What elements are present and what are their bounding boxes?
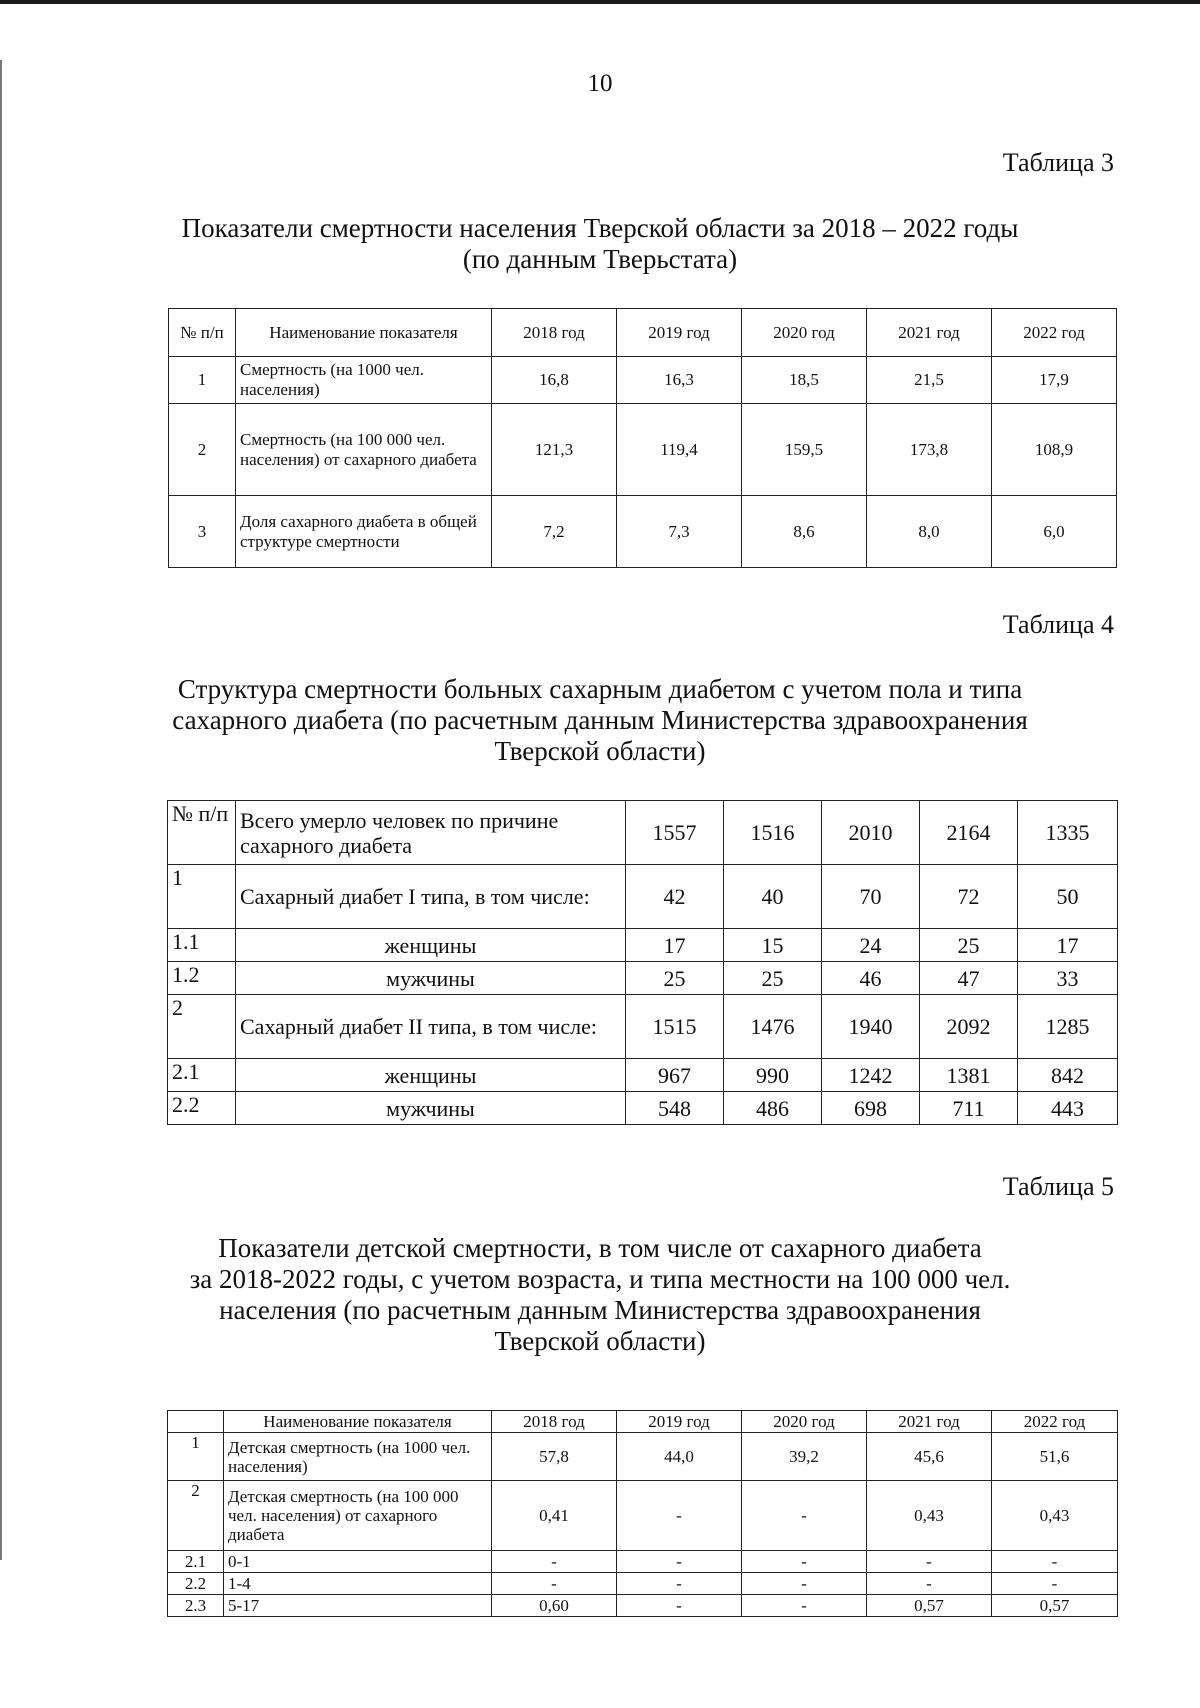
row-value: 0,57 bbox=[992, 1595, 1118, 1617]
row-value: 47 bbox=[920, 962, 1018, 995]
table4-label: Таблица 4 bbox=[1002, 610, 1114, 639]
row-name: женщины bbox=[236, 929, 626, 962]
row-value: 0,60 bbox=[492, 1595, 617, 1617]
row-value: 1515 bbox=[626, 995, 724, 1059]
row-name: Детская смертность (на 100 000 чел. населения) от сахарного диабета bbox=[224, 1481, 492, 1551]
row-value: 0,57 bbox=[867, 1595, 992, 1617]
row-num: 2.2 bbox=[168, 1573, 224, 1595]
table-row bbox=[169, 357, 1117, 404]
row-num: 2 bbox=[169, 404, 236, 496]
header-year: 2022 год bbox=[992, 1411, 1118, 1433]
row-name: Смертность (на 1000 чел. населения) bbox=[236, 357, 492, 404]
row-name: Доля сахарного диабета в общей структуре смертности bbox=[236, 496, 492, 568]
table5-caption-line: Тверской области) bbox=[494, 1326, 706, 1356]
table5-caption-line: населения (по расчетным данным Министерства здравоохранения bbox=[219, 1295, 981, 1325]
row-value: 50 bbox=[1018, 865, 1118, 929]
row-value: 1476 bbox=[724, 995, 822, 1059]
row-num: 2 bbox=[168, 995, 236, 1059]
table4-caption-line: сахарного диабета (по расчетным данным Министерства здравоохранения bbox=[172, 705, 1028, 735]
row-value: 44,0 bbox=[617, 1433, 742, 1481]
row-value: 17,9 bbox=[992, 357, 1117, 404]
row-name: мужчины bbox=[236, 1092, 626, 1125]
row-value: 25 bbox=[724, 962, 822, 995]
table4-caption bbox=[150, 674, 1050, 767]
row-name: мужчины bbox=[236, 962, 626, 995]
table3-caption-line: Показатели смертности населения Тверской области за 2018 – 2022 годы bbox=[181, 213, 1019, 243]
row-num: 2 bbox=[168, 1481, 224, 1551]
row-value: 25 bbox=[920, 929, 1018, 962]
row-value: 8,6 bbox=[742, 496, 867, 568]
row-num: 2.1 bbox=[168, 1551, 224, 1573]
row-value: 443 bbox=[1018, 1092, 1118, 1125]
row-value: 121,3 bbox=[492, 404, 617, 496]
row-value: - bbox=[742, 1551, 867, 1573]
row-num: 2.2 bbox=[168, 1092, 236, 1125]
row-value: 159,5 bbox=[742, 404, 867, 496]
row-value: 698 bbox=[822, 1092, 920, 1125]
row-value: 17 bbox=[1018, 929, 1118, 962]
row-num: 3 bbox=[169, 496, 236, 568]
row-value: 16,8 bbox=[492, 357, 617, 404]
header-num: № п/п bbox=[169, 309, 236, 357]
row-value: 8,0 bbox=[867, 496, 992, 568]
table-row bbox=[168, 1059, 1118, 1092]
row-value: 548 bbox=[626, 1092, 724, 1125]
row-num: 1.2 bbox=[168, 962, 236, 995]
row-value: 0,41 bbox=[492, 1481, 617, 1551]
row-num: 1 bbox=[168, 865, 236, 929]
row-value: - bbox=[742, 1481, 867, 1551]
row-value: 7,2 bbox=[492, 496, 617, 568]
row-value: 0,43 bbox=[992, 1481, 1118, 1551]
table3-caption-line: (по данным Тверьстата) bbox=[462, 244, 738, 274]
row-value: 2010 bbox=[822, 801, 920, 865]
table4-caption-line: Тверской области) bbox=[494, 736, 706, 766]
table-row bbox=[168, 1433, 1118, 1481]
row-value: - bbox=[492, 1551, 617, 1573]
row-value: 7,3 bbox=[617, 496, 742, 568]
table-row bbox=[168, 1595, 1118, 1617]
header-num bbox=[168, 1411, 224, 1433]
table-row bbox=[168, 962, 1118, 995]
row-value: 16,3 bbox=[617, 357, 742, 404]
row-value: - bbox=[617, 1551, 742, 1573]
row-value: - bbox=[742, 1595, 867, 1617]
table5-label: Таблица 5 bbox=[1002, 1172, 1114, 1201]
table4-caption-line: Структура смертности больных сахарным диабетом с учетом пола и типа bbox=[177, 674, 1023, 704]
header-year: 2019 год bbox=[617, 1411, 742, 1433]
table-row bbox=[168, 865, 1118, 929]
row-value: 45,6 bbox=[867, 1433, 992, 1481]
row-name: Сахарный диабет I типа, в том числе: bbox=[236, 865, 626, 929]
row-value: - bbox=[992, 1551, 1118, 1573]
row-value: 1285 bbox=[1018, 995, 1118, 1059]
header-year: 2019 год bbox=[617, 309, 742, 357]
scan-top-edge bbox=[0, 0, 1200, 4]
row-num: № п/п bbox=[168, 801, 236, 865]
row-value: 108,9 bbox=[992, 404, 1117, 496]
table5-caption-line: за 2018-2022 годы, с учетом возраста, и типа местности на 100 000 чел. bbox=[189, 1264, 1011, 1294]
row-value: 18,5 bbox=[742, 357, 867, 404]
table-row bbox=[168, 929, 1118, 962]
header-year: 2020 год bbox=[742, 1411, 867, 1433]
row-name: 0-1 bbox=[224, 1551, 492, 1573]
row-value: 39,2 bbox=[742, 1433, 867, 1481]
header-year: 2020 год bbox=[742, 309, 867, 357]
row-value: 1242 bbox=[822, 1059, 920, 1092]
row-num: 1.1 bbox=[168, 929, 236, 962]
row-value: 51,6 bbox=[992, 1433, 1118, 1481]
row-num: 1 bbox=[168, 1433, 224, 1481]
table-row bbox=[168, 801, 1118, 865]
row-value: - bbox=[867, 1573, 992, 1595]
table5-caption bbox=[150, 1233, 1050, 1357]
row-value: - bbox=[742, 1573, 867, 1595]
row-num: 1 bbox=[169, 357, 236, 404]
row-name: женщины bbox=[236, 1059, 626, 1092]
header-year: 2021 год bbox=[867, 1411, 992, 1433]
row-value: 967 bbox=[626, 1059, 724, 1092]
row-value: 33 bbox=[1018, 962, 1118, 995]
row-value: 25 bbox=[626, 962, 724, 995]
row-value: 1940 bbox=[822, 995, 920, 1059]
row-value: 70 bbox=[822, 865, 920, 929]
row-value: 46 bbox=[822, 962, 920, 995]
row-value: 24 bbox=[822, 929, 920, 962]
row-value: 173,8 bbox=[867, 404, 992, 496]
row-value: 15 bbox=[724, 929, 822, 962]
row-value: 486 bbox=[724, 1092, 822, 1125]
row-value: 1381 bbox=[920, 1059, 1018, 1092]
table-row bbox=[168, 995, 1118, 1059]
table4 bbox=[167, 800, 1118, 1125]
row-value: 17 bbox=[626, 929, 724, 962]
row-value: 119,4 bbox=[617, 404, 742, 496]
row-value: 42 bbox=[626, 865, 724, 929]
row-value: 72 bbox=[920, 865, 1018, 929]
row-value: 1335 bbox=[1018, 801, 1118, 865]
table-row bbox=[168, 1481, 1118, 1551]
header-name: Наименование показателя bbox=[224, 1411, 492, 1433]
row-value: 990 bbox=[724, 1059, 822, 1092]
row-value: 0,43 bbox=[867, 1481, 992, 1551]
header-year: 2018 год bbox=[492, 1411, 617, 1433]
page-number: 10 bbox=[587, 70, 613, 97]
header-year: 2021 год bbox=[867, 309, 992, 357]
row-value: 6,0 bbox=[992, 496, 1117, 568]
table-header-row bbox=[169, 309, 1117, 357]
table5-caption-line: Показатели детской смертности, в том числе от сахарного диабета bbox=[218, 1233, 982, 1263]
row-value: - bbox=[992, 1573, 1118, 1595]
row-value: 1557 bbox=[626, 801, 724, 865]
row-value: 2164 bbox=[920, 801, 1018, 865]
row-name: 5-17 bbox=[224, 1595, 492, 1617]
row-num: 2.1 bbox=[168, 1059, 236, 1092]
row-value: - bbox=[617, 1595, 742, 1617]
table3-label: Таблица 3 bbox=[1002, 148, 1114, 177]
row-value: - bbox=[617, 1481, 742, 1551]
row-name: 1-4 bbox=[224, 1573, 492, 1595]
table5 bbox=[167, 1410, 1118, 1617]
row-value: - bbox=[867, 1551, 992, 1573]
table-header-row bbox=[168, 1411, 1118, 1433]
row-name: Смертность (на 100 000 чел. населения) от сахарного диабета bbox=[236, 404, 492, 496]
table-row bbox=[168, 1573, 1118, 1595]
table3-caption bbox=[150, 213, 1050, 275]
table3 bbox=[168, 308, 1117, 568]
row-value: 40 bbox=[724, 865, 822, 929]
scan-left-edge bbox=[0, 60, 2, 1560]
header-year: 2018 год bbox=[492, 309, 617, 357]
row-num: 2.3 bbox=[168, 1595, 224, 1617]
header-year: 2022 год bbox=[992, 309, 1117, 357]
row-value: 842 bbox=[1018, 1059, 1118, 1092]
row-value: - bbox=[617, 1573, 742, 1595]
row-value: 1516 bbox=[724, 801, 822, 865]
row-name: Всего умерло человек по причине сахарного диабета bbox=[236, 801, 626, 865]
row-value: - bbox=[492, 1573, 617, 1595]
row-value: 711 bbox=[920, 1092, 1018, 1125]
row-value: 21,5 bbox=[867, 357, 992, 404]
row-name: Сахарный диабет II типа, в том числе: bbox=[236, 995, 626, 1059]
table-row bbox=[169, 404, 1117, 496]
row-name: Детская смертность (на 1000 чел. населения) bbox=[224, 1433, 492, 1481]
table-row bbox=[168, 1092, 1118, 1125]
row-value: 2092 bbox=[920, 995, 1018, 1059]
header-name: Наименование показателя bbox=[236, 309, 492, 357]
table-row bbox=[168, 1551, 1118, 1573]
row-value: 57,8 bbox=[492, 1433, 617, 1481]
table-row bbox=[169, 496, 1117, 568]
